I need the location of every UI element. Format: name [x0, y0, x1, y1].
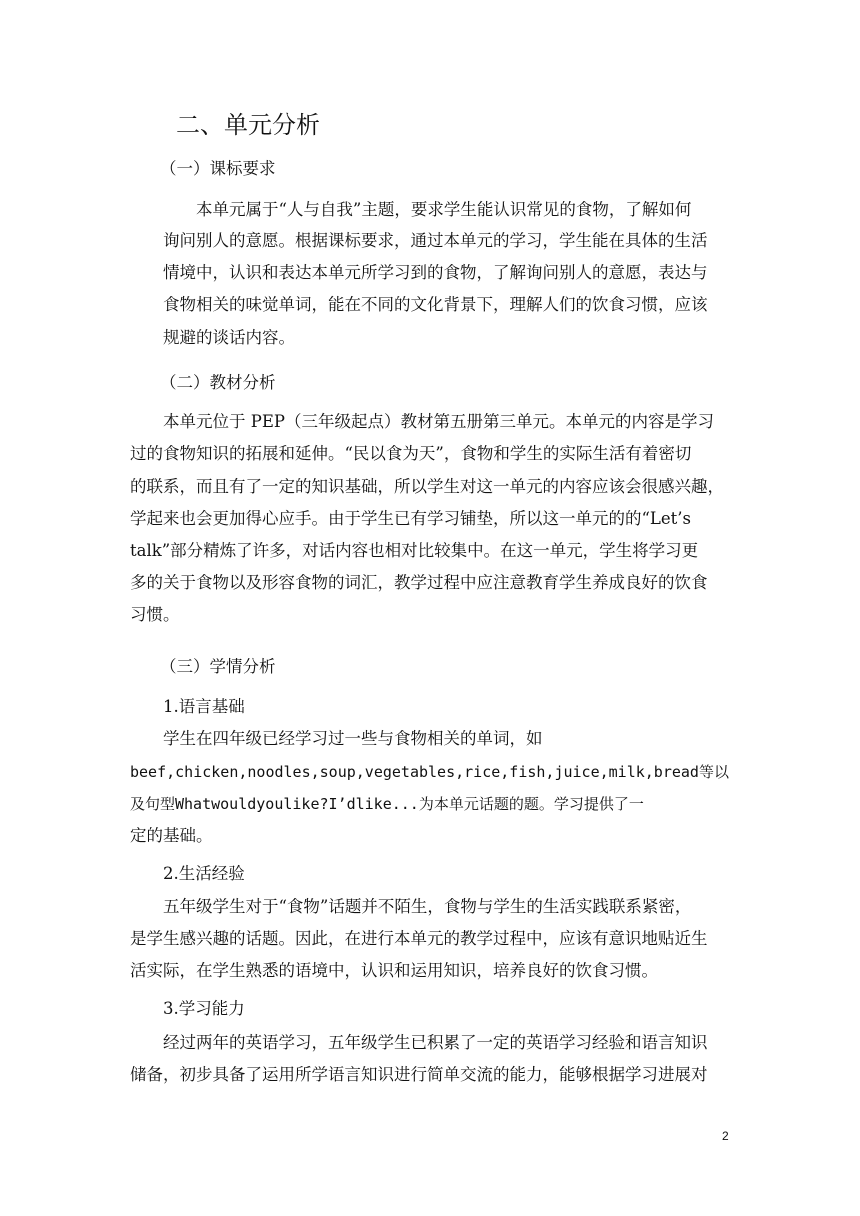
paragraph-line: 学起来也会更加得心应手。由于学生已有学习铺垫，所以这一单元的的“Let’s: [130, 509, 691, 528]
paragraph-line: 经过两年的英语学习，五年级学生已积累了一定的英语学习经验和语言知识: [163, 1033, 708, 1052]
subsection-title-students: （三）学情分析: [160, 657, 276, 676]
paragraph-line: 及句型Whatwouldyoulike?I’dlike...为本单元话题的题。学习提供了一: [130, 795, 644, 813]
paragraph-line: 询问别人的意愿。根据课标要求，通过本单元的学习，学生能在具体的生活: [163, 231, 708, 250]
paragraph-line: 规避的谈话内容。: [163, 328, 295, 347]
paragraph-line: 定的基础。: [130, 826, 213, 845]
subsection-title-textbook: （二）教材分析: [160, 373, 276, 392]
paragraph-line: 本单元位于 PEP（三年级起点）教材第五册第三单元。本单元的内容是学习: [163, 412, 714, 431]
paragraph-line: 本单元属于“人与自我”主题，要求学生能认识常见的食物，了解如何: [196, 200, 692, 219]
point-title-language: 1.语言基础: [163, 697, 245, 716]
paragraph-line: 情境中，认识和表达本单元所学习到的食物，了解询问别人的意愿，表达与: [163, 263, 708, 282]
paragraph-line: talk”部分精炼了许多，对话内容也相对比较集中。在这一单元，学生将学习更: [130, 541, 699, 560]
point-title-life: 2.生活经验: [163, 864, 245, 883]
paragraph-line: 储备，初步具备了运用所学语言知识进行简单交流的能力，能够根据学习进展对: [130, 1065, 708, 1084]
paragraph-line: 食物相关的味觉单词，能在不同的文化背景下，理解人们的饮食习惯，应该: [163, 295, 708, 314]
paragraph-line: 过的食物知识的拓展和延伸。“民以食为天”，食物和学生的实际生活有着密切: [130, 444, 692, 463]
paragraph-line: 多的关于食物以及形容食物的词汇，教学过程中应注意教育学生养成良好的饮食: [130, 573, 708, 592]
subsection-title-curriculum: （一）课标要求: [160, 159, 276, 178]
paragraph-line: 习惯。: [130, 605, 180, 624]
paragraph-line: 活实际，在学生熟悉的语境中，认识和运用知识，培养良好的饮食习惯。: [130, 961, 658, 980]
point-title-ability: 3.学习能力: [163, 999, 245, 1018]
paragraph-line: 五年级学生对于“食物”话题并不陌生，食物与学生的生活实践联系紧密，: [163, 897, 692, 916]
page-number: 2: [722, 1129, 729, 1143]
paragraph-line: beef,chicken,noodles,soup,vegetables,rice,fish,juice,milk,bread等以: [130, 763, 729, 781]
section-heading: 二、单元分析: [176, 111, 320, 139]
paragraph-line: 的联系，而且有了一定的知识基础，所以学生对这一单元的内容应该会很感兴趣，: [130, 477, 724, 496]
paragraph-line: 学生在四年级已经学习过一些与食物相关的单词，如: [163, 729, 543, 748]
paragraph-line: 是学生感兴趣的话题。因此，在进行本单元的教学过程中，应该有意识地贴近生: [130, 929, 708, 948]
